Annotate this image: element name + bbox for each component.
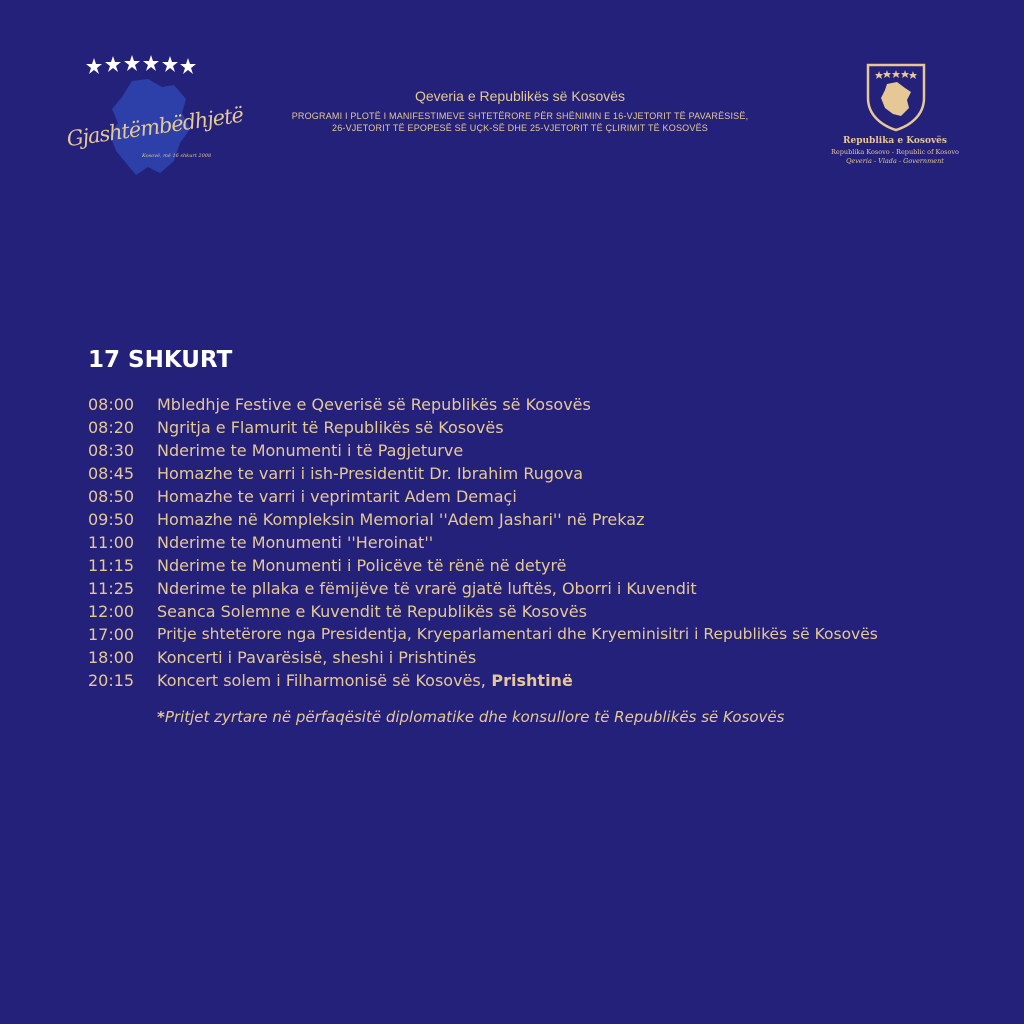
event-title: Koncerti i Pavarësisë, sheshi i Prishtinës [157, 648, 477, 667]
anniversary-logo [60, 55, 245, 180]
schedule-list [88, 395, 1008, 694]
logo-script-text: Gjashtëmbëdhjetë [65, 102, 245, 152]
footnote-text: Pritjet zyrtare në përfaqësitë diplomatike dhe konsullore të Republikës së Kosovës [164, 708, 785, 726]
event-title: Homazhe te varri i veprimtarit Adem Demaçi [157, 487, 517, 506]
event-time: 08:50 [88, 487, 135, 506]
logo-small-text: Kosovë, më 16 shkurt 2008 [142, 153, 212, 159]
event-title: Pritje shtetërore nga Presidentja, Kryeparlamentari dhe Kryeminisitri i Republikës së Kosovës [157, 625, 878, 643]
program-title-line-1: PROGRAMI I PLOTË I MANIFESTIMEVE SHTETËRORE PËR SHËNIMIN E 16-VJETORIT TË PAVARËSISË, [291, 111, 749, 121]
schedule-row [88, 671, 1008, 694]
program-title-line-2: 26-VJETORIT TË EPOPESË SË UÇK-SË DHE 25-VJETORIT TË ÇLIRIMIT TË KOSOVËS [332, 123, 708, 133]
schedule-row [88, 464, 1008, 487]
event-title: Koncert solem i Filharmonisë së Kosovës, [157, 671, 486, 690]
emblem-government: Qeveria - Vlada - Government [846, 157, 944, 165]
event-title: Ngritja e Flamurit të Republikës së Kosovës [157, 418, 504, 437]
event-time: 18:00 [88, 648, 135, 667]
schedule-row [88, 625, 1008, 648]
event-time: 20:15 [88, 671, 135, 690]
schedule-row [88, 648, 1008, 671]
schedule-row [88, 579, 1008, 602]
event-time: 08:00 [88, 395, 135, 414]
header [250, 88, 790, 134]
event-title: Nderime te Monumenti ''Heroinat'' [157, 533, 434, 552]
event-title: Homazhe në Kompleksin Memorial ''Adem Jashari'' në Prekaz [157, 510, 645, 529]
event-title: Seanca Solemne e Kuvendit të Republikës së Kosovës [157, 602, 587, 621]
event-title: Nderime te Monumenti i Policëve të rënë në detyrë [157, 556, 567, 575]
stars-icon [86, 55, 196, 77]
footnote [157, 708, 784, 726]
emblem-name: Republika e Kosovës [843, 136, 947, 146]
event-time: 12:00 [88, 602, 135, 621]
event-location: Prishtinë [485, 671, 573, 690]
event-time: 11:25 [88, 579, 135, 598]
event-time: 09:50 [88, 510, 135, 529]
schedule-row [88, 395, 1008, 418]
government-title: Qeveria e Republikës së Kosovës [414, 88, 626, 104]
emblem-subtitle: Republika Kosovo - Republic of Kosovo [831, 148, 959, 156]
event-time: 11:00 [88, 533, 135, 552]
event-title: Homazhe te varri i ish-Presidentit Dr. Ibrahim Rugova [157, 464, 584, 483]
event-title: Nderime te pllaka e fëmijëve të vrarë gjatë luftës, Oborri i Kuvendit [157, 579, 697, 598]
event-time: 08:30 [88, 441, 135, 460]
event-title: Nderime te Monumenti i të Pagjeturve [157, 441, 464, 460]
schedule-row [88, 533, 1008, 556]
coat-of-arms-icon [865, 62, 927, 132]
schedule-row [88, 510, 1008, 533]
schedule-row [88, 441, 1008, 464]
event-time: 11:15 [88, 556, 135, 575]
event-title: Mbledhje Festive e Qeverisë së Republikës së Kosovës [157, 395, 591, 414]
schedule-row [88, 556, 1008, 579]
schedule-row [88, 602, 1008, 625]
date-heading: 17 SHKURT [88, 347, 233, 373]
event-time: 08:45 [88, 464, 135, 483]
schedule-row [88, 418, 1008, 441]
event-time: 08:20 [88, 418, 135, 437]
footnote-asterisk: * [157, 708, 165, 726]
republic-emblem [815, 62, 975, 172]
schedule-row [88, 487, 1008, 510]
event-title-with-location [157, 671, 573, 690]
event-time: 17:00 [88, 625, 135, 644]
